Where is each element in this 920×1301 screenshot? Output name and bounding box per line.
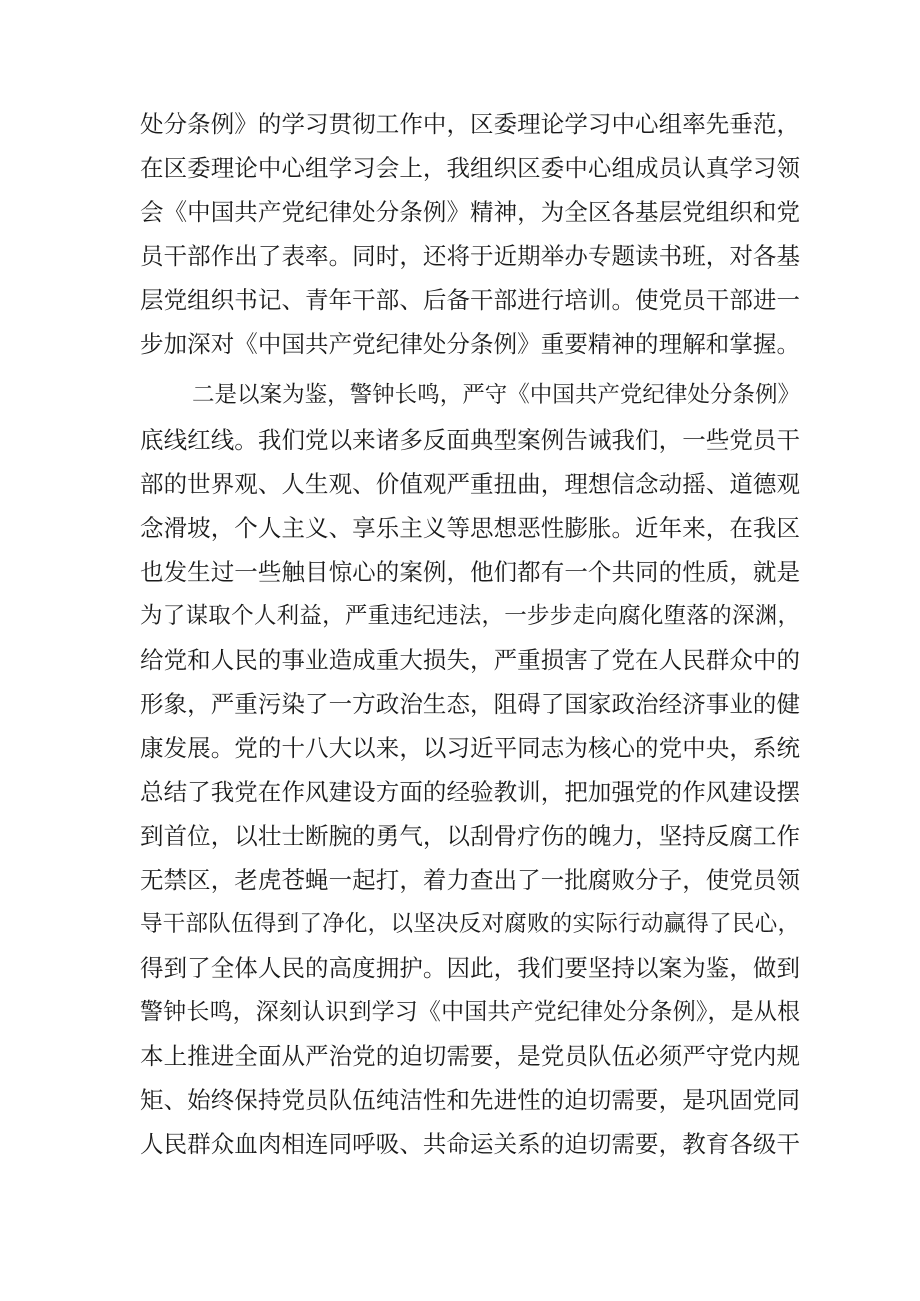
paragraph-2-line-11: 到首位，以壮士断腕的勇气，以刮骨疗伤的魄力，坚持反腐工作 [140,822,800,850]
paragraph-2-line-5: 也发生过一些触目惊心的案例，他们都有一个共同的性质，就是 [140,558,800,586]
paragraph-2-line-7: 给党和人民的事业造成重大损失，严重损害了党在人民群众中的 [140,646,800,674]
paragraph-1-line-4: 员干部作出了表率。同时，还将于近期举办专题读书班，对各基 [140,242,800,270]
paragraph-1-line-6: 步加深对《中国共产党纪律处分条例》重要精神的理解和掌握。 [140,330,800,358]
paragraph-1-line-5: 层党组织书记、青年干部、后备干部进行培训。使党员干部进一 [140,286,800,314]
paragraph-2-line-16: 本上推进全面从严治党的迫切需要，是党员队伍必须严守党内规 [140,1042,800,1070]
paragraph-1-line-1: 处分条例》的学习贯彻工作中，区委理论学习中心组率先垂范， [140,110,800,138]
paragraph-2-line-13: 导干部队伍得到了净化，以坚决反对腐败的实际行动赢得了民心， [140,911,800,937]
paragraph-2-line-10: 总结了我党在作风建设方面的经验教训，把加强党的作风建设摆 [140,778,800,806]
paragraph-2-line-18: 人民群众血肉相连同呼吸、共命运关系的迫切需要，教育各级干 [140,1130,800,1158]
paragraph-2-line-6: 为了谋取个人利益，严重违纪违法，一步步走向腐化堕落的深渊， [140,603,800,629]
paragraph-2-line-8: 形象，严重污染了一方政治生态，阻碍了国家政治经济事业的健 [140,690,800,718]
paragraph-2-line-4: 念滑坡，个人主义、享乐主义等思想恶性膨胀。近年来，在我区 [140,514,800,542]
paragraph-2-line-2: 底线红线。我们党以来诸多反面典型案例告诫我们，一些党员干 [140,426,800,454]
paragraph-1-line-3: 会《中国共产党纪律处分条例》精神，为全区各基层党组织和党 [140,198,800,226]
paragraph-2-line-12: 无禁区，老虎苍蝇一起打，着力查出了一批腐败分子，使党员领 [140,866,800,894]
paragraph-2-line-17: 矩、始终保持党员队伍纯洁性和先进性的迫切需要，是巩固党同 [140,1086,800,1114]
paragraph-1-line-2: 在区委理论中心组学习会上，我组织区委中心组成员认真学习领 [140,154,800,182]
paragraph-2-line-1: 二是以案为鉴，警钟长鸣，严守《中国共产党纪律处分条例》 [192,382,800,408]
paragraph-2-line-14: 得到了全体人民的高度拥护。因此，我们要坚持以案为鉴，做到 [140,954,800,982]
paragraph-2-line-3: 部的世界观、人生观、价值观严重扭曲，理想信念动摇、道德观 [140,470,800,498]
paragraph-2-line-15: 警钟长鸣，深刻认识到学习《中国共产党纪律处分条例》，是从根 [140,999,800,1025]
paragraph-2-line-9: 康发展。党的十八大以来，以习近平同志为核心的党中央，系统 [140,734,800,762]
